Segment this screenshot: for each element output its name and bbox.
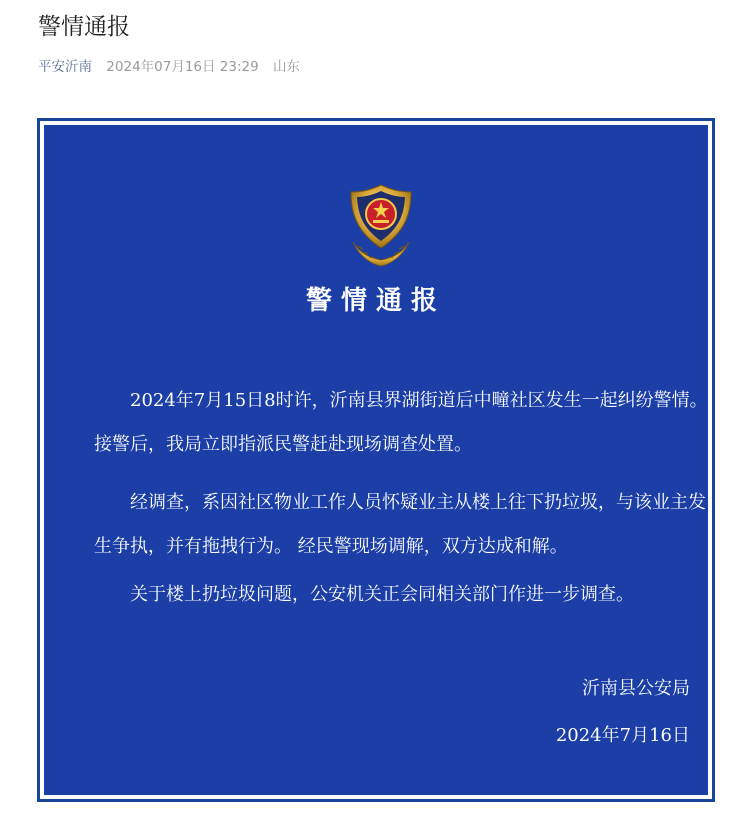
publish-datetime: 2024年07月16日 23:29 — [106, 59, 259, 75]
notice-heading: 警情通报 — [305, 286, 446, 316]
notice-signature: 沂南县公安局 — [582, 678, 690, 699]
account-name-link[interactable]: 平安沂南 — [38, 59, 92, 75]
article-meta — [38, 57, 300, 77]
notice-panel — [44, 125, 708, 795]
notice-image — [37, 118, 715, 802]
notice-date: 2024年7月16日 — [555, 725, 690, 746]
notice-paragraph: 2024年7月15日8时许，沂南县界湖街道后中疃社区发生一起纠纷警情。接警后，我局立即指派民警赶赴现场调查处置。 — [94, 390, 708, 455]
publish-location: 山东 — [273, 59, 301, 75]
notice-paragraph: 经调查，系因社区物业工作人员怀疑业主从楼上往下扔垃圾，与该业主发生争执，并有拖拽行为。 经民警现场调解，双方达成和解。 — [94, 492, 706, 557]
notice-paragraph: 关于楼上扔垃圾问题，公安机关正会同相关部门作进一步调查。 — [130, 584, 634, 605]
article-title: 警情通报 — [38, 14, 130, 40]
police-badge-icon — [343, 182, 419, 272]
